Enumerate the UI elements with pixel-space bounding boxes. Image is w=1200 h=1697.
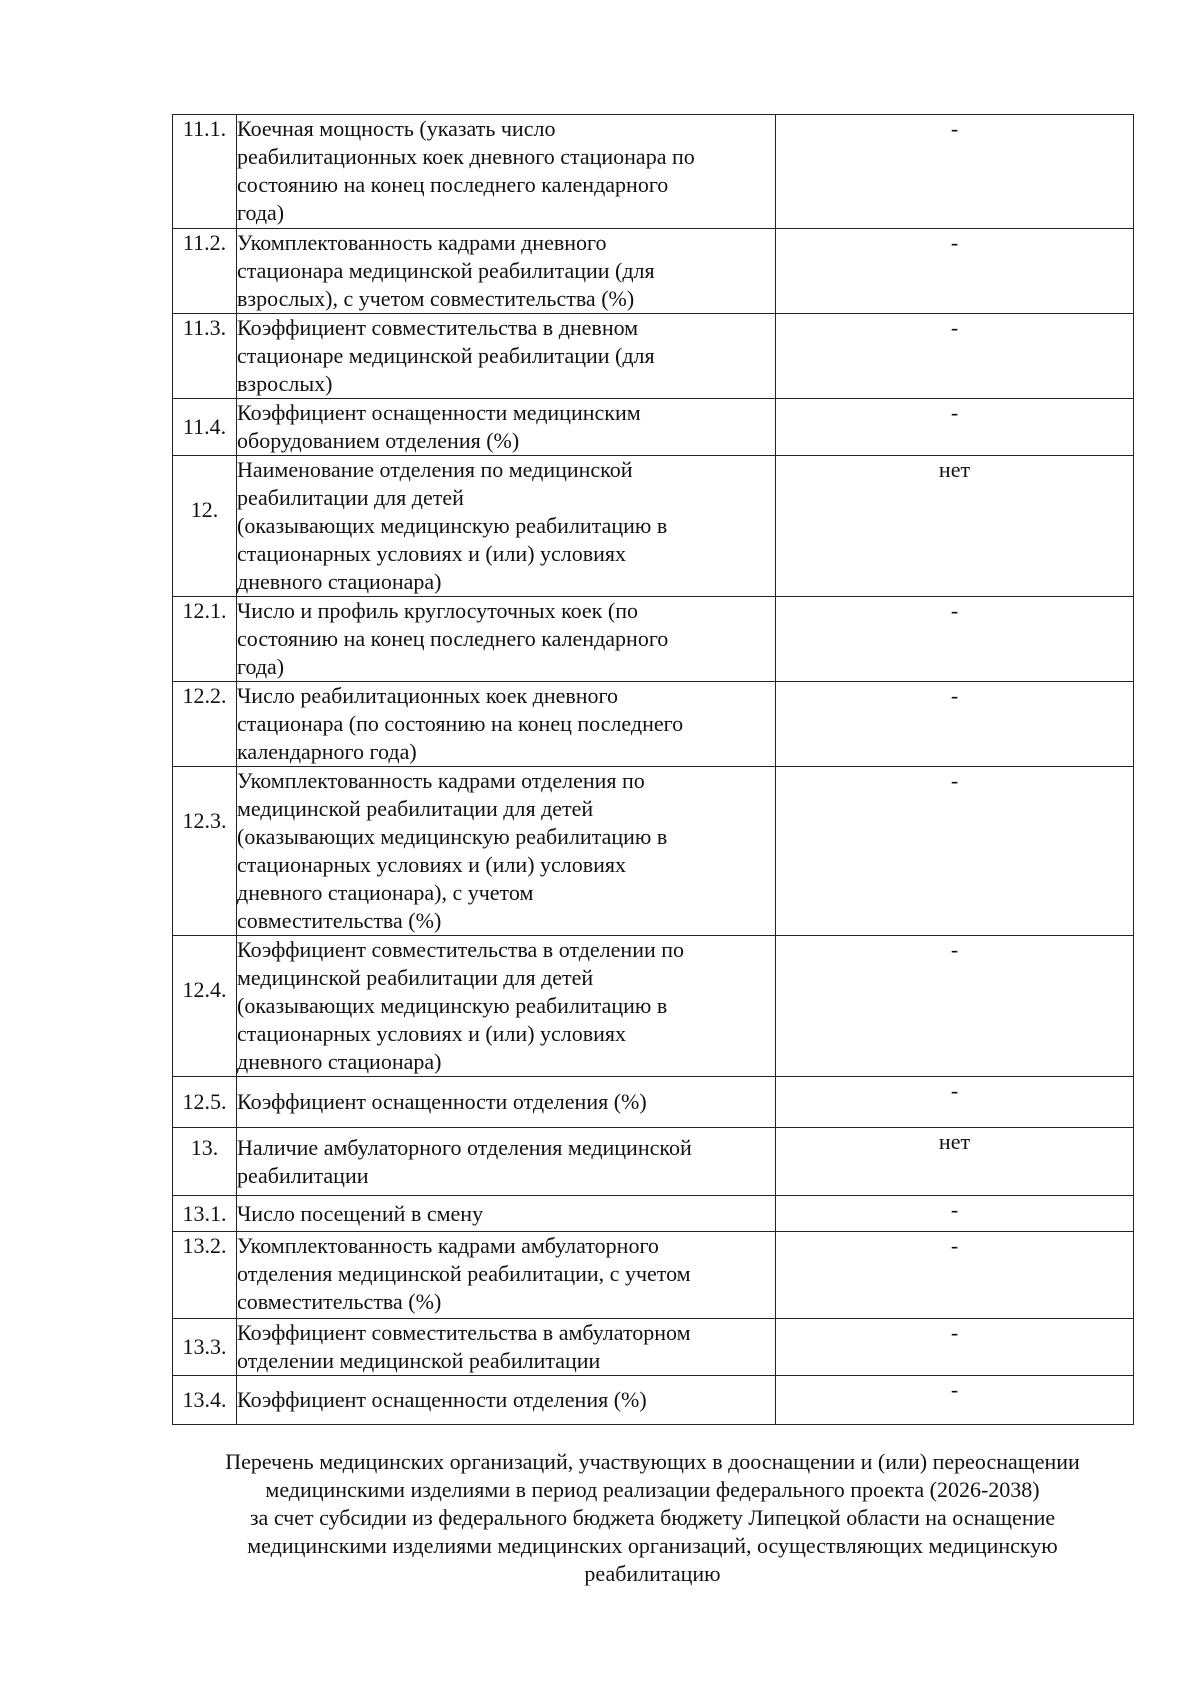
table-row <box>173 115 1134 229</box>
row-description <box>237 1376 776 1425</box>
row-description-line: дневного стационара), с учетом <box>237 880 534 905</box>
row-description-line: взрослых) <box>237 371 333 396</box>
row-value: нет <box>776 456 1134 597</box>
row-number: 11.4. <box>173 399 237 456</box>
row-description-line: года) <box>237 654 285 679</box>
row-value: - <box>776 1077 1134 1128</box>
row-description <box>237 597 776 682</box>
row-value: - <box>776 115 1134 229</box>
table-row <box>173 1319 1134 1376</box>
caption-line: за счет субсидии из федерального бюджета бюджету Липецкой области на оснащение <box>249 1505 1056 1530</box>
row-number: 12.3. <box>173 767 237 936</box>
table-row <box>173 1196 1134 1232</box>
row-description <box>237 1128 776 1196</box>
row-description-line: Число и профиль круглосуточных коек (по <box>237 598 638 623</box>
row-description-line: отделении медицинской реабилитации <box>237 1348 601 1373</box>
table-row <box>173 1376 1134 1425</box>
row-description <box>237 936 776 1077</box>
table-row <box>173 314 1134 399</box>
row-value: - <box>776 767 1134 936</box>
caption-line: медицинскими изделиями в период реализации федерального проекта (2026-2038) <box>265 1477 1040 1502</box>
row-number: 13.1. <box>173 1196 237 1232</box>
row-description-line: медицинской реабилитации для детей <box>237 796 594 821</box>
row-number: 13.4. <box>173 1376 237 1425</box>
row-description-line: Коечная мощность (указать число <box>237 116 556 141</box>
table-row <box>173 682 1134 767</box>
row-description-line: реабилитационных коек дневного стационара по <box>237 144 695 169</box>
row-value: - <box>776 314 1134 399</box>
caption-line: Перечень медицинских организаций, участвующих в дооснащении и (или) переоснащении <box>225 1449 1080 1474</box>
table-row <box>173 1232 1134 1319</box>
row-description <box>237 767 776 936</box>
row-description-line: состоянию на конец последнего календарного <box>237 626 669 651</box>
row-description-line: реабилитации <box>237 1162 369 1188</box>
row-number: 12.1. <box>173 597 237 682</box>
row-description-line: стационара (по состоянию на конец последнего <box>237 711 684 736</box>
row-value: - <box>776 597 1134 682</box>
row-number: 11.3. <box>173 314 237 399</box>
row-description-line: дневного стационара) <box>237 1049 442 1074</box>
table-row <box>173 767 1134 936</box>
row-description-line: оборудованием отделения (%) <box>237 428 520 453</box>
row-description-line: стационаре медицинской реабилитации (для <box>237 343 655 368</box>
table-row <box>173 936 1134 1077</box>
row-description <box>237 1232 776 1319</box>
row-value: - <box>776 1376 1134 1425</box>
row-description <box>237 1077 776 1128</box>
indicator-table <box>172 114 1134 1425</box>
row-description-line: состоянию на конец последнего календарного <box>237 172 669 197</box>
caption-line: медицинскими изделиями медицинских организаций, осуществляющих медицинскую <box>247 1533 1058 1558</box>
section-caption <box>172 1448 1133 1588</box>
row-description <box>237 399 776 456</box>
row-description-line: стационара медицинской реабилитации (для <box>237 258 655 283</box>
row-description-line: (оказывающих медицинскую реабилитацию в <box>237 824 668 849</box>
caption-line: реабилитацию <box>584 1561 721 1586</box>
row-description-line: Укомплектованность кадрами отделения по <box>237 768 645 793</box>
indicator-table-body <box>173 115 1134 1425</box>
row-description-line: Коэффициент совместительства в отделении по <box>237 937 685 962</box>
row-description-line: Наименование отделения по медицинской <box>237 457 633 482</box>
row-number: 12.5. <box>173 1077 237 1128</box>
row-description <box>237 1319 776 1376</box>
row-number: 13. <box>173 1128 237 1196</box>
row-description <box>237 456 776 597</box>
row-description-line: Укомплектованность кадрами амбулаторного <box>237 1233 659 1258</box>
table-row <box>173 399 1134 456</box>
row-description-line: взрослых), с учетом совместительства (%) <box>237 286 635 311</box>
table-row <box>173 1077 1134 1128</box>
row-value: - <box>776 1196 1134 1232</box>
row-description-line: реабилитации для детей <box>237 485 464 510</box>
row-description-line: Коэффициент оснащенности отделения (%) <box>237 1387 647 1412</box>
row-description-line: года) <box>237 200 285 225</box>
row-description-line: дневного стационара) <box>237 569 442 594</box>
row-number: 13.2. <box>173 1232 237 1319</box>
row-description-line: Коэффициент совместительства в дневном <box>237 315 639 340</box>
row-description-line: совместительства (%) <box>237 1289 442 1314</box>
table-row <box>173 456 1134 597</box>
row-description <box>237 229 776 314</box>
row-description-line: календарного года) <box>237 739 417 764</box>
row-description-line: Укомплектованность кадрами дневного <box>237 230 607 255</box>
table-row <box>173 229 1134 314</box>
table-row <box>173 1128 1134 1196</box>
row-number: 11.2. <box>173 229 237 314</box>
row-number: 12. <box>173 456 237 597</box>
row-value: - <box>776 399 1134 456</box>
row-value: - <box>776 229 1134 314</box>
row-value: нет <box>776 1128 1134 1196</box>
row-value: - <box>776 1319 1134 1376</box>
row-description-line: стационарных условиях и (или) условиях <box>237 541 627 566</box>
row-number: 12.2. <box>173 682 237 767</box>
row-description-line: Наличие амбулаторного отделения медицинской <box>237 1134 692 1160</box>
row-description-line: Число посещений в смену <box>237 1200 484 1226</box>
row-description <box>237 682 776 767</box>
row-description-line: (оказывающих медицинскую реабилитацию в <box>237 513 668 538</box>
row-description-line: Число реабилитационных коек дневного <box>237 683 619 708</box>
row-number: 11.1. <box>173 115 237 229</box>
table-row <box>173 597 1134 682</box>
row-description-line: (оказывающих медицинскую реабилитацию в <box>237 993 668 1018</box>
row-description-line: Коэффициент совместительства в амбулаторном <box>237 1320 691 1345</box>
row-description-line: совместительства (%) <box>237 908 442 933</box>
row-number: 13.3. <box>173 1319 237 1376</box>
row-value: - <box>776 936 1134 1077</box>
row-description-line: стационарных условиях и (или) условиях <box>237 852 627 877</box>
row-value: - <box>776 682 1134 767</box>
row-description-line: медицинской реабилитации для детей <box>237 965 594 990</box>
row-description-line: стационарных условиях и (или) условиях <box>237 1021 627 1046</box>
row-description <box>237 1196 776 1232</box>
row-number: 12.4. <box>173 936 237 1077</box>
row-value: - <box>776 1232 1134 1319</box>
row-description <box>237 314 776 399</box>
row-description <box>237 115 776 229</box>
row-description-line: отделения медицинской реабилитации, с учетом <box>237 1261 691 1286</box>
row-description-line: Коэффициент оснащенности медицинским <box>237 400 641 425</box>
row-description-line: Коэффициент оснащенности отделения (%) <box>237 1089 647 1114</box>
